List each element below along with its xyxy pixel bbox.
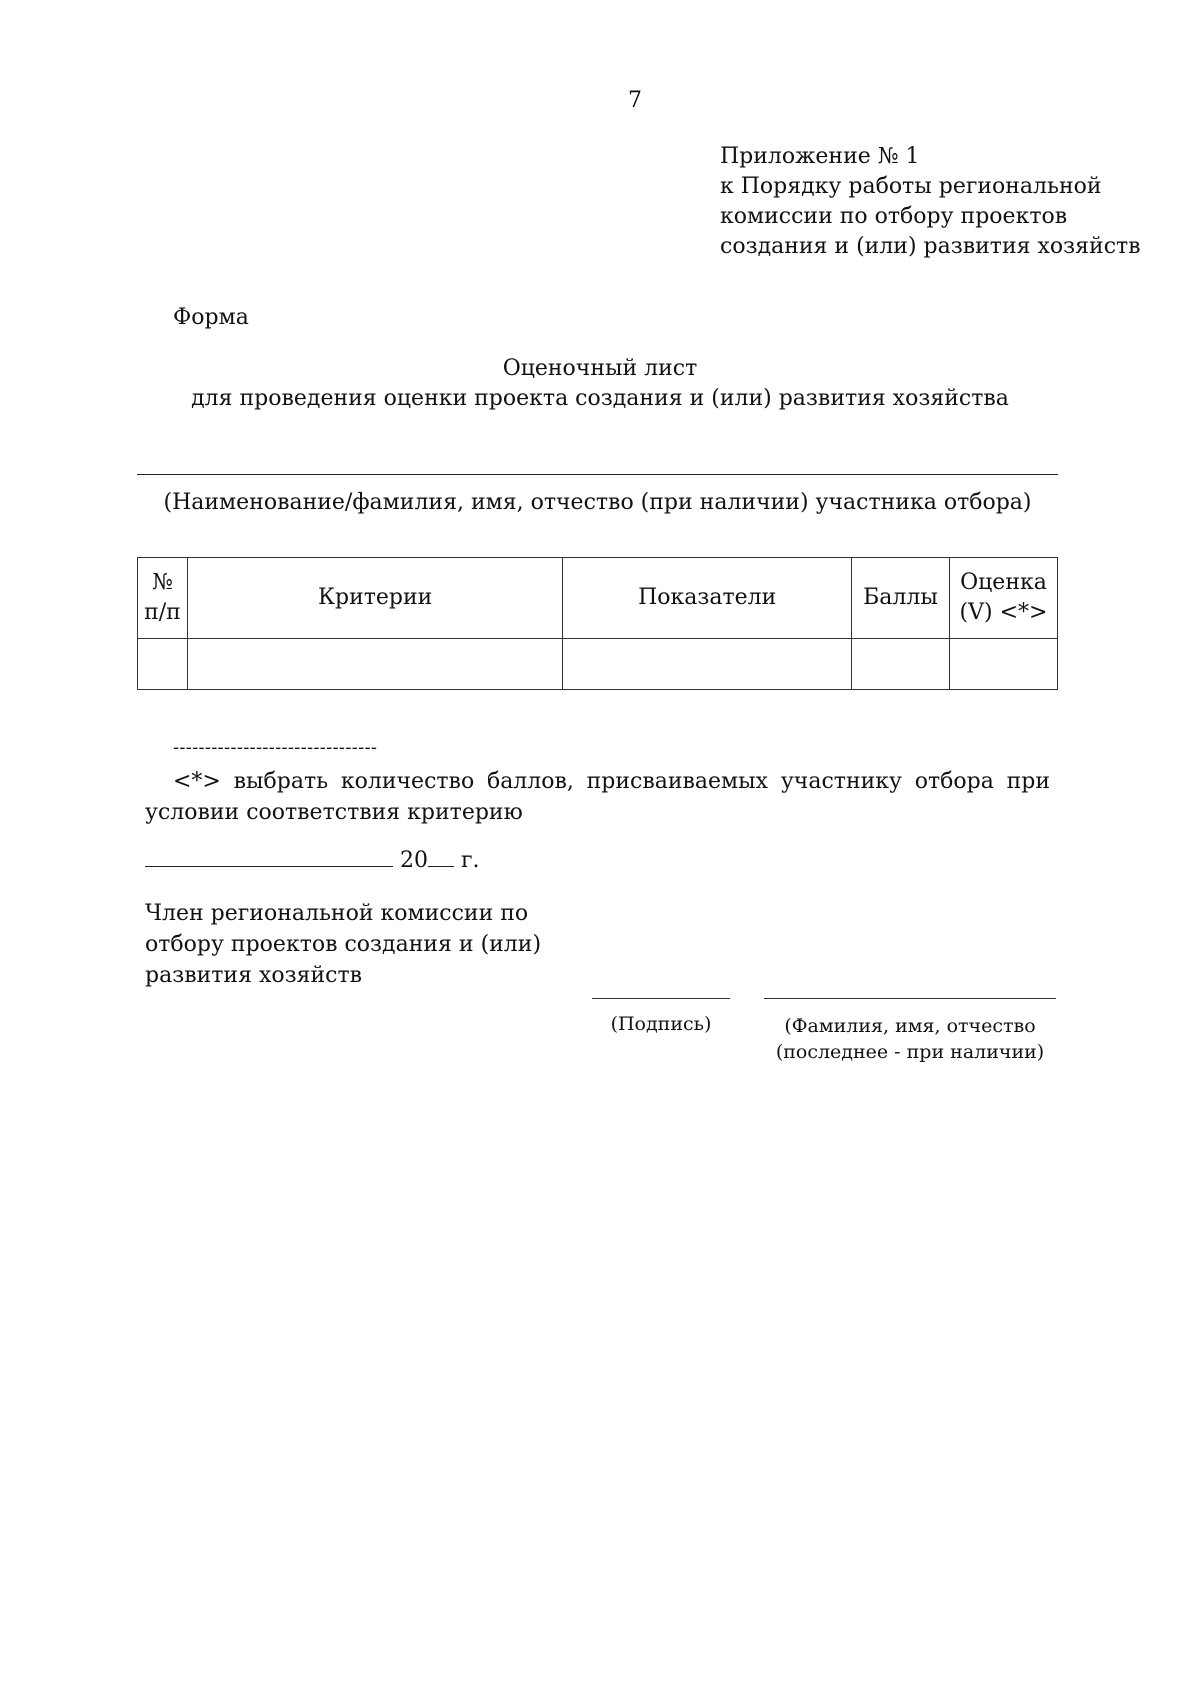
header-score — [950, 558, 1058, 639]
signature-line[interactable] — [592, 998, 730, 999]
year-prefix: 20 — [400, 848, 428, 873]
cell-score[interactable] — [950, 639, 1058, 690]
cell-indicators[interactable] — [563, 639, 852, 690]
form-label: Форма — [173, 305, 249, 330]
member-line: Член региональной комиссии по — [145, 901, 529, 926]
footnote-line-1: <*> выбрать количество баллов, присваиваемых участнику отбора при — [173, 769, 1050, 794]
table-header-row — [138, 558, 1058, 639]
title-line-1: Оценочный лист — [502, 356, 698, 381]
header-points: Баллы — [852, 558, 950, 639]
table-row — [138, 639, 1058, 690]
member-line: отбору проектов создания и (или) — [145, 932, 542, 957]
appendix-line: создания и (или) развития хозяйств — [720, 234, 1141, 259]
date-line — [145, 844, 480, 873]
header-score-mark: (V) <*> — [959, 600, 1048, 625]
year-blank[interactable] — [428, 846, 454, 867]
header-number-abbr: п/п — [144, 600, 181, 625]
member-line: развития хозяйств — [145, 963, 363, 988]
full-name-line[interactable] — [764, 998, 1056, 999]
appendix-line: к Порядку работы региональной — [720, 174, 1102, 199]
footnote — [145, 766, 1050, 828]
header-indicators: Показатели — [563, 558, 852, 639]
full-name-caption-line-2: (последнее - при наличии) — [775, 1041, 1045, 1063]
header-criteria: Критерии — [187, 558, 562, 639]
full-name-caption-line-1: (Фамилия, имя, отчество — [784, 1015, 1036, 1037]
cell-criteria[interactable] — [187, 639, 562, 690]
evaluation-table — [137, 557, 1058, 690]
commission-member-label — [145, 898, 541, 991]
footnote-separator: -------------------------------- — [173, 737, 378, 758]
year-suffix: г. — [461, 848, 480, 873]
cell-number[interactable] — [138, 639, 188, 690]
header-score-label: Оценка — [960, 570, 1047, 595]
appendix-header — [720, 142, 1141, 262]
cell-points[interactable] — [852, 639, 950, 690]
signature-caption: (Подпись) — [610, 1013, 712, 1035]
appendix-line: Приложение № 1 — [720, 144, 920, 169]
header-number-symbol: № — [152, 570, 173, 595]
date-blank[interactable] — [145, 844, 393, 867]
header-number — [138, 558, 188, 639]
full-name-caption — [764, 1013, 1056, 1065]
page-number: 7 — [628, 88, 642, 113]
appendix-line: комиссии по отбору проектов — [720, 204, 1068, 229]
participant-caption: (Наименование/фамилия, имя, отчество (при наличии) участника отбора) — [163, 490, 1032, 515]
title-line-2: для проведения оценки проекта создания и (или) развития хозяйства — [191, 386, 1009, 411]
participant-name-line[interactable] — [137, 474, 1058, 475]
footnote-line-2: условии соответствия критерию — [145, 800, 523, 825]
document-title — [0, 354, 1200, 414]
